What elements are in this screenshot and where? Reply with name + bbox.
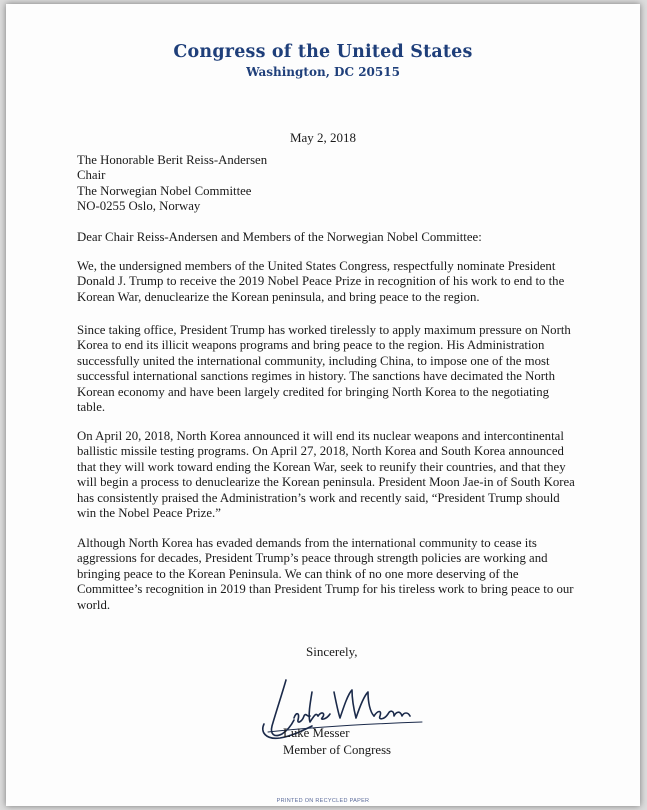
recipient-organization: The Norwegian Nobel Committee: [77, 183, 252, 198]
letterhead: [6, 42, 640, 79]
recipient-name: The Honorable Berit Reiss-Andersen: [77, 153, 268, 167]
closing: Sincerely,: [306, 644, 358, 659]
letter-page: [6, 4, 640, 806]
signer-title: Member of Congress: [283, 743, 392, 757]
paragraph-announcements: On April 20, 2018, North Korea announced it will end its nuclear weapons and intercontinental ballistic missile testing programs. On April 27, 2018, North Korea and South Korea announced that they will work toward ending the Korean War, seek to reunify their countries, and that they will begin a process to denuclearize the Korean peninsula. President Moon Jae-in of South Korea has consistently praised the Administration’s work and recently said, “President Trump should win the Nobel Peace Prize.”: [77, 429, 575, 521]
recycled-paper-footer: PRINTED ON RECYCLED PAPER: [276, 798, 370, 804]
letterhead-title: Congress of the United States: [173, 42, 473, 62]
paragraph-sanctions: Since taking office, President Trump has worked tirelessly to apply maximum pressure on North Korea to end its illicit weapons programs and bring peace to the region. His Administration successfully united the international community, including China, to impose one of the most successful international sanctions regimes in history. The sanctions have decimated the North Korean economy and have been largely credited for bringing North Korea to the negotiating table.: [77, 323, 571, 415]
letter-date: May 2, 2018: [289, 130, 357, 145]
paragraph-conclusion: Although North Korea has evaded demands from the international community to cease its aggressions for decades, President Trump’s peace through strength policies are working and bringing peace to the Korean Peninsula. We can think of no one more deserving of the Committee’s recognition in 2019 than President Trump for his tireless work to bring peace to our world.: [77, 536, 574, 612]
recipient-city: NO-0255 Oslo, Norway: [77, 199, 201, 214]
letterhead-address: Washington, DC 20515: [246, 65, 400, 79]
signer-name: Luke Messer: [283, 726, 350, 740]
recipient-title: Chair: [77, 168, 106, 183]
paragraph-nomination: We, the undersigned members of the United States Congress, respectfully nominate President Donald J. Trump to receive the 2019 Nobel Peace Prize in recognition of his work to end to the Korean War, denuclearize the Korean peninsula, and bring peace to the region.: [77, 259, 565, 304]
recipient-address: [77, 153, 577, 215]
salutation: Dear Chair Reiss-Andersen and Members of the Norwegian Nobel Committee:: [77, 230, 482, 244]
